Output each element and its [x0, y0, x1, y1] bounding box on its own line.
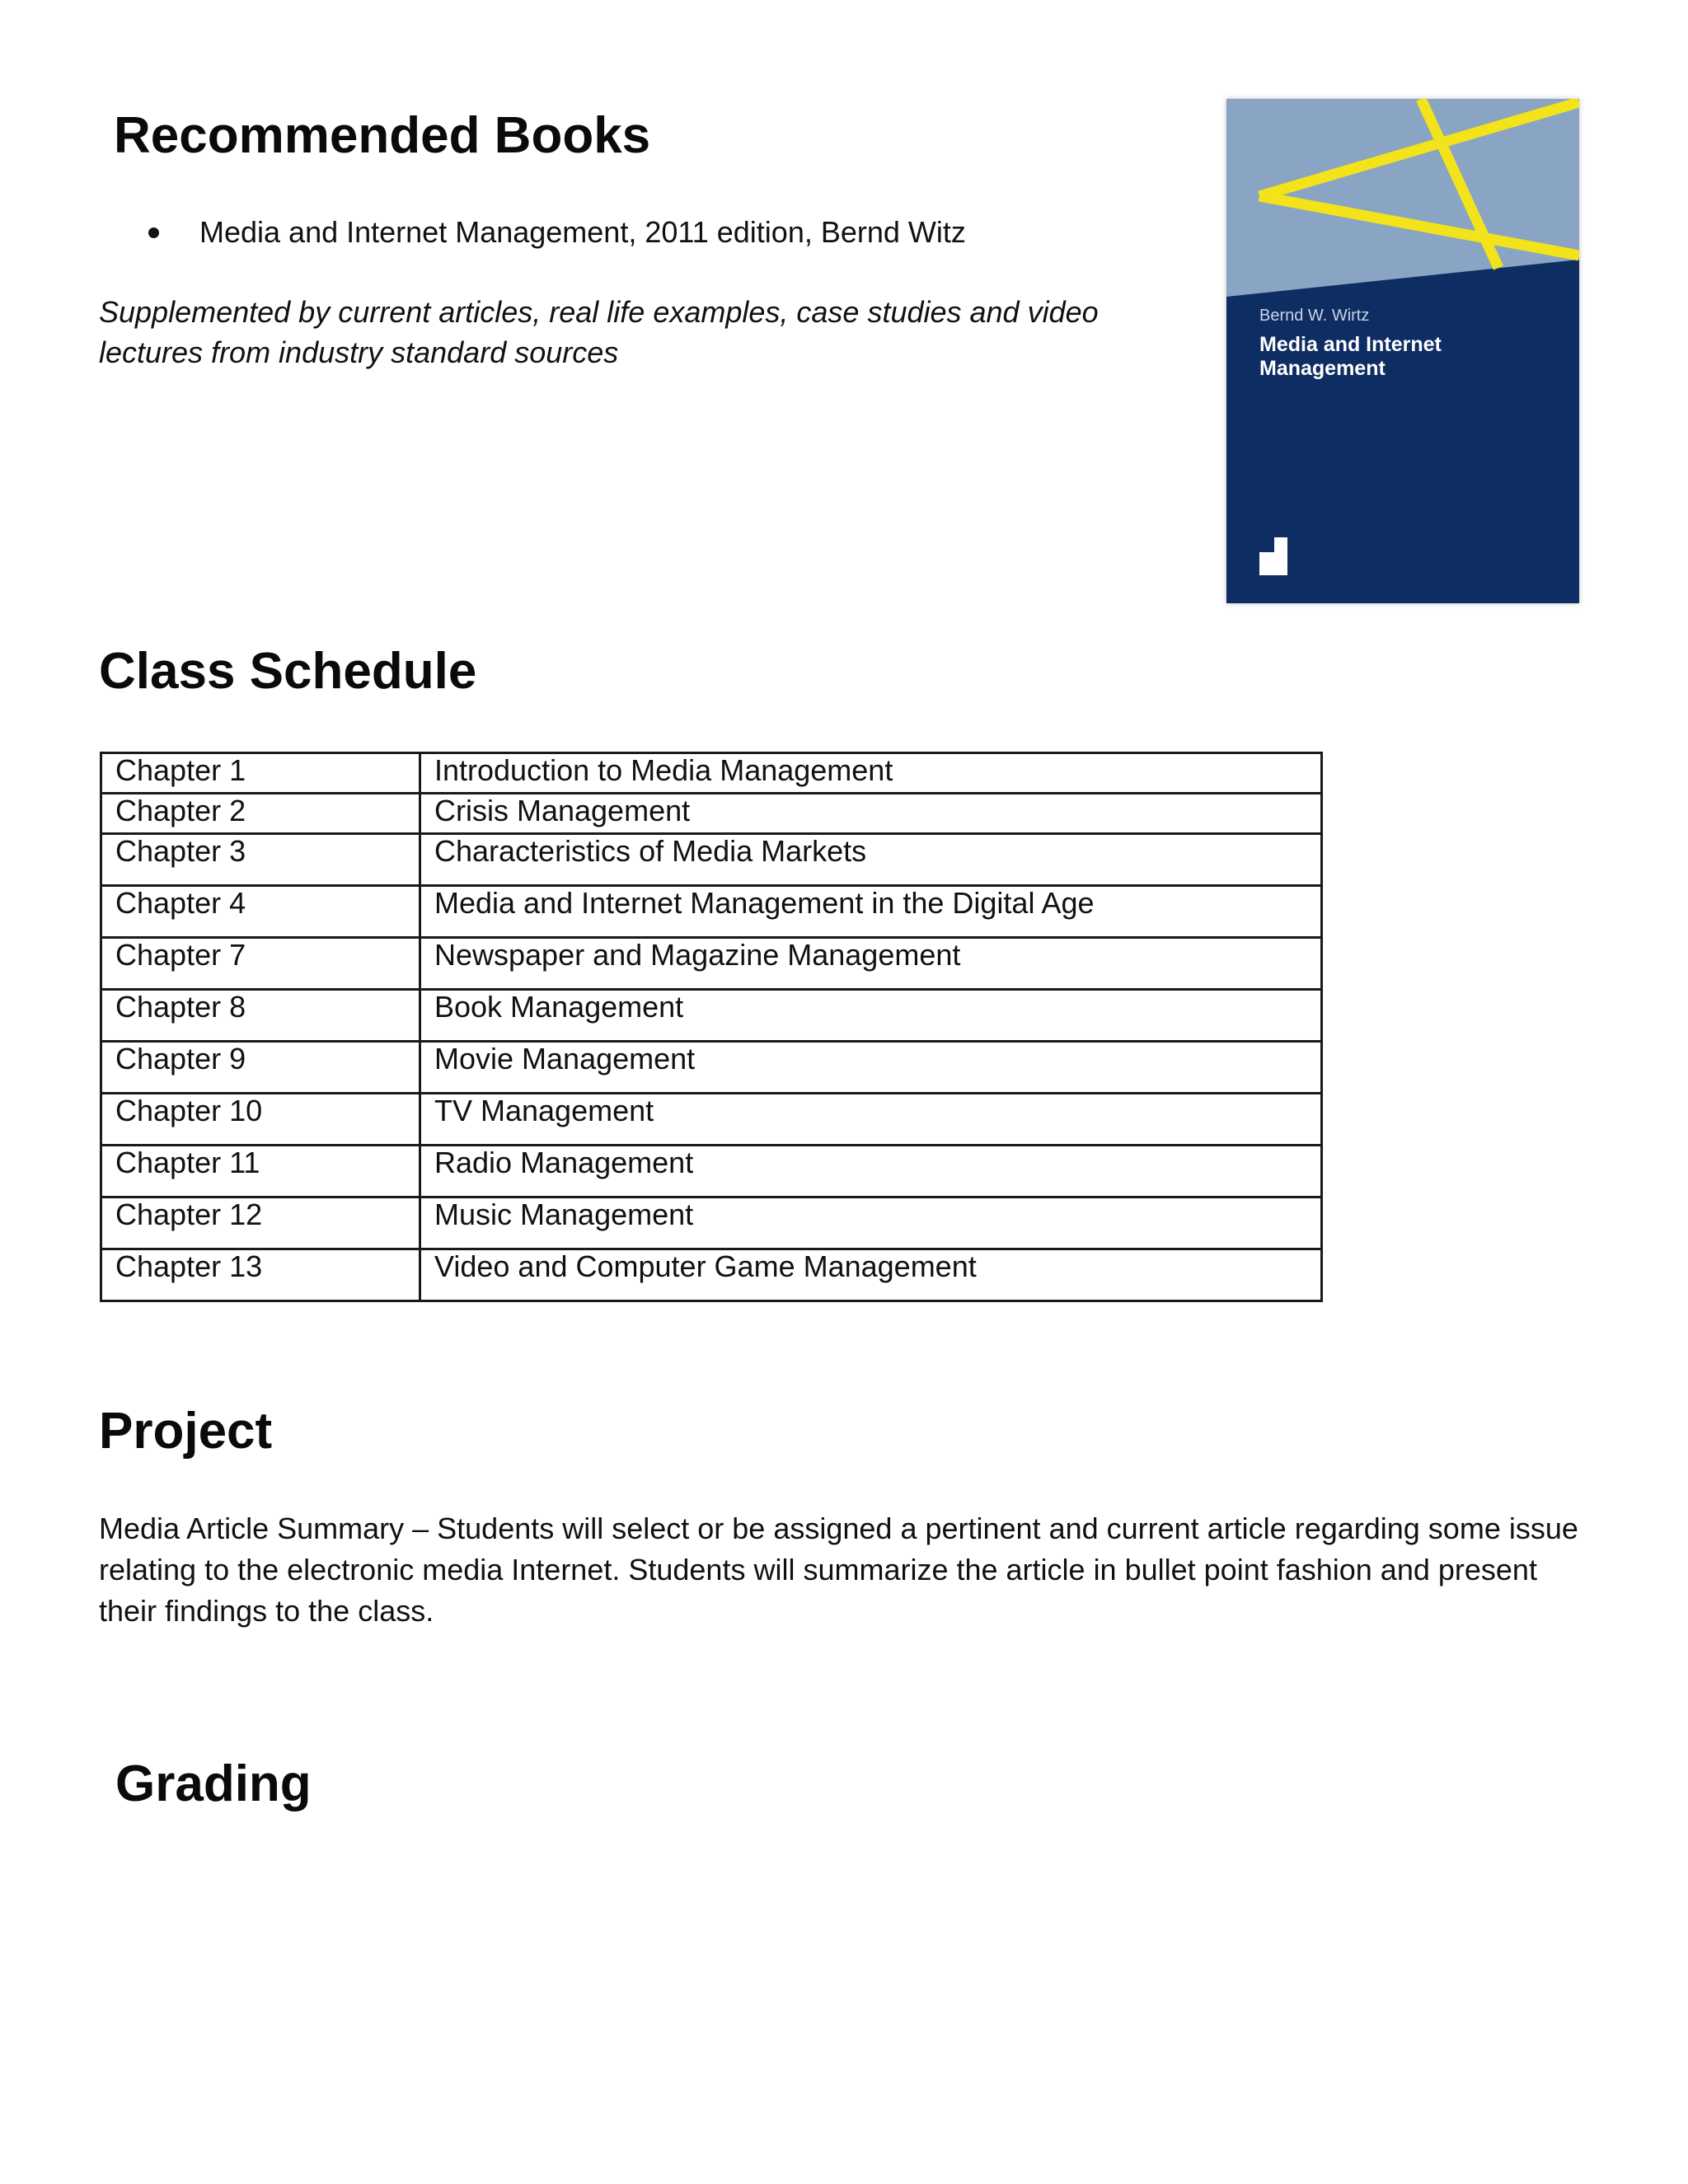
- table-row: [101, 834, 1322, 886]
- table-row: [101, 990, 1322, 1042]
- book-list-item-text: Media and Internet Management, 2011 edition, Bernd Witz: [199, 215, 966, 249]
- chapter-title-cell: TV Management: [420, 1094, 1322, 1146]
- table-row: [101, 753, 1322, 794]
- chapter-number-cell: Chapter 2: [101, 794, 420, 834]
- table-row: [101, 1146, 1322, 1197]
- chapter-title-cell: Introduction to Media Management: [420, 753, 1322, 794]
- project-heading: Project: [99, 1403, 273, 1460]
- table-row: [101, 1197, 1322, 1249]
- chapter-number-cell: Chapter 11: [101, 1146, 420, 1197]
- book-cover-image: [1226, 99, 1579, 603]
- chapter-number-cell: Chapter 1: [101, 753, 420, 794]
- cover-author: Bernd W. Wirtz: [1259, 307, 1370, 325]
- class-schedule-heading: Class Schedule: [99, 643, 477, 700]
- chapter-title-cell: Characteristics of Media Markets: [420, 834, 1322, 886]
- chapter-number-cell: Chapter 9: [101, 1042, 420, 1094]
- table-row: [101, 1094, 1322, 1146]
- table-row: [101, 1249, 1322, 1301]
- bullet-icon: [148, 227, 159, 238]
- chapter-title-cell: Crisis Management: [420, 794, 1322, 834]
- chapter-title-cell: Video and Computer Game Management: [420, 1249, 1322, 1301]
- recommended-books-heading: Recommended Books: [114, 107, 651, 164]
- chapter-title-cell: Radio Management: [420, 1146, 1322, 1197]
- cover-title: Media and Internet Management: [1259, 333, 1442, 380]
- chapter-number-cell: Chapter 12: [101, 1197, 420, 1249]
- project-description: Media Article Summary – Students will select or be assigned a pertinent and current article regarding some issue relating to the electronic media Internet. Students will summarize the article in bullet point fashion and present their findings to the class.: [99, 1511, 1578, 1628]
- chapter-title-cell: Music Management: [420, 1197, 1322, 1249]
- publisher-logo-icon: [1259, 537, 1287, 575]
- chapter-title-cell: Media and Internet Management in the Digital Age: [420, 886, 1322, 938]
- chapter-number-cell: Chapter 8: [101, 990, 420, 1042]
- chapter-title-cell: Movie Management: [420, 1042, 1322, 1094]
- chapter-number-cell: Chapter 10: [101, 1094, 420, 1146]
- recommended-books-list: [145, 213, 966, 252]
- grading-heading: Grading: [115, 1755, 312, 1812]
- chapter-number-cell: Chapter 4: [101, 886, 420, 938]
- chapter-title-cell: Newspaper and Magazine Management: [420, 938, 1322, 990]
- chapter-title-cell: Book Management: [420, 990, 1322, 1042]
- chapter-number-cell: Chapter 13: [101, 1249, 420, 1301]
- table-row: [101, 938, 1322, 990]
- book-list-item: [145, 213, 966, 252]
- chapter-number-cell: Chapter 3: [101, 834, 420, 886]
- supplement-note: Supplemented by current articles, real life examples, case studies and video lectures from industry standard sources: [99, 295, 1099, 369]
- table-row: [101, 794, 1322, 834]
- class-schedule-table: [100, 752, 1323, 1302]
- table-row: [101, 1042, 1322, 1094]
- table-row: [101, 886, 1322, 938]
- chapter-number-cell: Chapter 7: [101, 938, 420, 990]
